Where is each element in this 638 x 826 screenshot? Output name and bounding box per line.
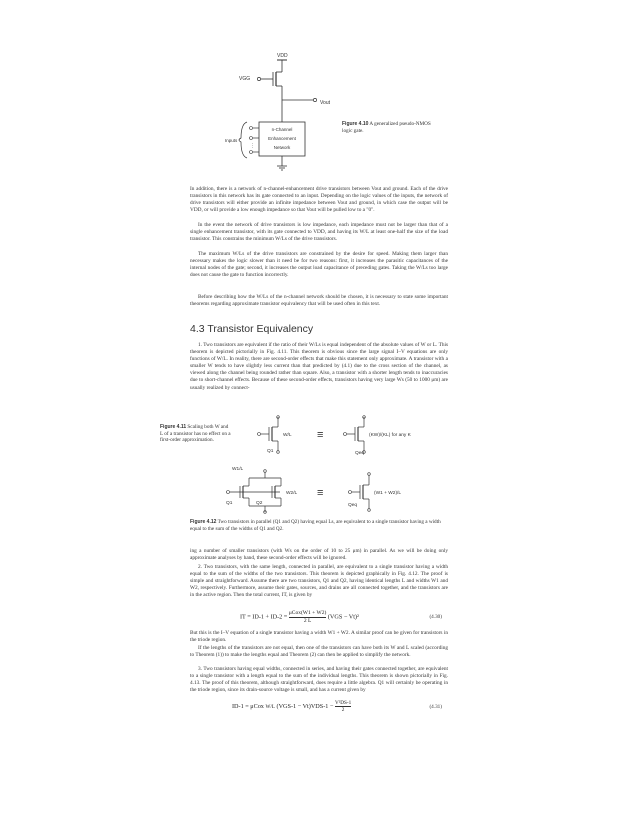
paragraph-4: Before describing how the W/Ls of the n-channel network should be chosen, it is necessary to state some important theorems regarding approximate transistor equivalency that will be used often in this text. [190,294,448,308]
section-title: 4.3 Transistor Equivalency [190,323,314,335]
paragraph-2: In the event the network of drive transistors is low impedance, each impedance must not be larger than that of a single enhancement transistor, with its gate connected to VDD, and having its W/L at least one-half the size of the load transistor. This constrains the minimum W/Ls of the drive transistors. [190,222,448,243]
svg-text:Qeq: Qeq [348,503,358,508]
svg-text:W2/L: W2/L [286,491,298,496]
svg-text:Qeq: Qeq [355,451,365,456]
paragraph-after-fig412: ing a number of smaller transistors (with Ws on the order of 10 to 25 μm) in parallel. As we will be doing only approximate analyses by hand, these second-order effects will be ignored. [190,548,448,562]
vgg-label: VGG [239,76,251,82]
figure-4-12-schematic [222,464,442,514]
figure-4-11-schematic [255,414,455,456]
svg-text:(KW)/(KL) for any K: (KW)/(KL) for any K [369,433,411,438]
figure-4-10-schematic [225,52,375,182]
theorem-3: 3. Two transistors having equal widths, connected in series, and having their gates connected together, are equivalent to a single transistor with a length equal to the sum of the individual lengths. This theorem is shown pictorially in Fig. 4.13. The proof of this theorem, although straightforward, does require a little algebra. Q1 will certainly be operating in the triode region, since its drain-source voltage is small, and has a current given by [190,666,448,694]
svg-text:Q1: Q1 [226,501,233,506]
theorem-1: 1. Two transistors are equivalent if the ratio of their W/Ls is equal independent of the absolute values of W or L. This theorem is depicted pictorially in Fig. 4.11. This theorem is obvious since the large signal I–V equations are only functions of W/L. In reality, there are second-order effects that make this statement only approximate. A transistor with a smaller W tends to have slightly less current than that predicted by (4.1) due to the cross section of the channel, as viewed along the channel being rounded rather than square. Also, a transistor with a shorter length tends to inaccuracies due to short-channel effects. Because of these second-order effects, transistors having very large Ws (50 to 1000 μm) are usually realized by connect- [190,342,448,391]
equation-4-31-number: (4.31) [429,704,442,710]
equivalence-symbol: ≡ [317,429,324,441]
paragraph-3: The maximum W/Ls of the drive transistors are constrained by the desire for speed. Making them larger than necessary makes the logic slower than it need be for two reasons: first, it increases the parasitic capacitances of the internal nodes of the gate; second, it increases the output load capacitance of preceding gates. Taking the W/Ls too large does not cause the gate to function incorrectly. [190,251,448,279]
equation-4-31: ID-1 = μCox W/L (VGS-1 − Vt)VDS-1 − $\frac{\text{V²DS-1}}{2}$ [232,700,352,713]
svg-text:Q1: Q1 [267,449,274,454]
svg-text:≡: ≡ [317,487,324,499]
paragraph-1: In addition, there is a network of n-channel-enhancement drive transistors between Vout and ground. Each of the drive transistors in this network has its gate connected to an input. Depending on the logic values of the inputs, the network of drive transistors will either provide an infinite impedance between Vout and ground, in which case the output will be VDD, or will provide a low enough impedance so that Vout will be pulled low to a "0". [190,186,448,214]
equation-4-30: IT = ID-1 + ID-2 = μCox(W1 + W2) 2 L (VGS − Vt)² [240,610,359,624]
equation-4-30-number: (4.30) [429,614,442,620]
svg-text:n-Channel: n-Channel [271,127,293,132]
svg-text:W/L: W/L [283,433,292,438]
vdd-label: VDD [277,53,288,59]
paragraph-after-eq430: But this is the I–V equation of a single transistor having a width W1 + W2. A similar proof can be given for transistors in the triode region. [190,630,448,644]
paragraph-unequal-lengths: If the lengths of the transistors are not equal, then one of the transistors can have both its W and L scaled (according to Theorem (1)) to make the lengths equal and Theorem (2) can then be applied to simplify the network. [190,645,448,659]
figure-4-12-caption: Figure 4.12 Two transistors in parallel (Q1 and Q2) having equal Ls, are equivalent to a single transistor having a width equal to the sum of the widths of Q1 and Q2. [190,519,441,532]
theorem-2: 2. Two transistors, with the same length, connected in parallel, are equivalent to a single transistor having a width equal to the sum of the widths of the two transistors. This theorem is depicted graphically in Fig. 4.12. The proof is simple and straightforward. Assume there are two transistors, Q1 and Q2, having identical lengths L and widths W1 and W2, respectively. Furthermore, assume their gates, sources, and drains are all connected together, and the transistors are in the active region. Then the total current, IT, is given by [190,564,448,599]
figure-4-11-caption: Figure 4.11 Scaling both W and L of a transistor has no effect on a first-order approximation. [160,424,231,444]
svg-text:Enhancement: Enhancement [268,136,296,141]
svg-text:Network: Network [273,145,291,150]
svg-text:Q2: Q2 [256,501,263,506]
inputs-label: Inputs [225,138,238,143]
figure-4-10-caption: Figure 4.10 A generalized pseudo-NMOS logic gate. [342,121,431,134]
svg-text:⋮: ⋮ [250,143,255,149]
svg-text:(W1 + W2)/L: (W1 + W2)/L [374,491,402,496]
svg-text:W1/L: W1/L [232,467,244,472]
vout-label: Vout [320,100,331,106]
